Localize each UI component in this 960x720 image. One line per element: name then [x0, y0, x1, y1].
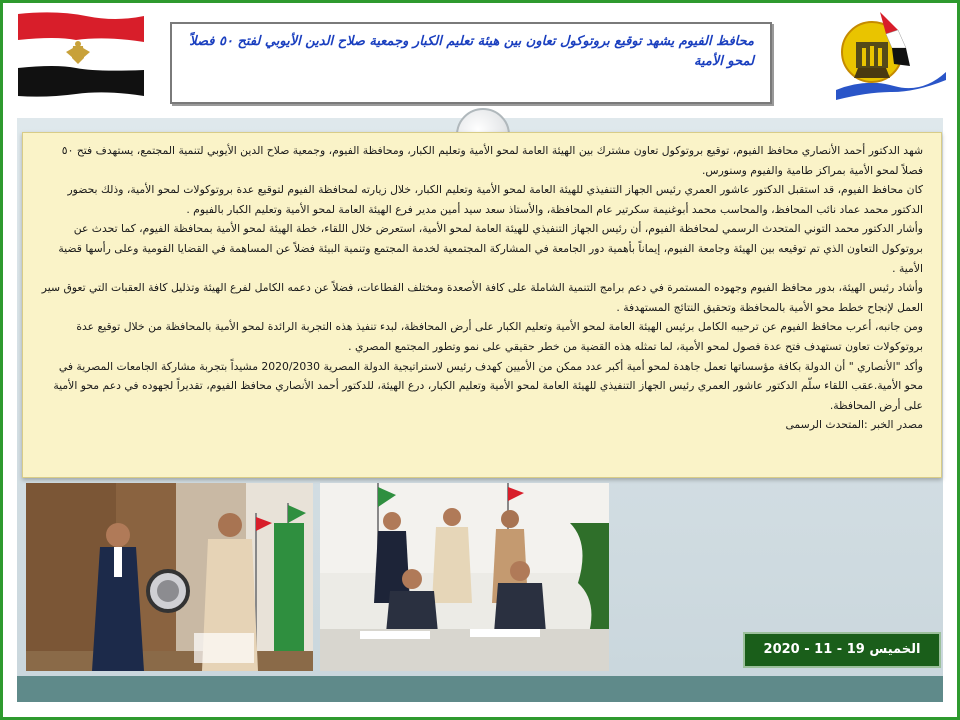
news-source: مصدر الخبر :المتحدث الرسمى [785, 418, 923, 432]
egypt-flag-image [16, 10, 146, 100]
article-paragraph: وأكد "الأنصاري " أن الدولة بكافة مؤسساتها تعمل جاهدة لمحو أمية أكبر عدد ممكن من الأميين كهدف رئيس لاستراتيجية الدولة المصرية 2020/2030 مشيداً بتجربة مشاركة الجامعات المصرية في محو الأمية.عقب اللقاء سلّم الدكتور عاشور العمري رئيس الجهاز التنفيذي للهيئة العامة لمحو الأمية وتعليم الكبار، درع الهيئة، للدكتور أحمد الأنصاري محافظ الفيوم، تقديراً لجهوده في دعم محو الأمية على أرض المحافظة. [53, 359, 923, 412]
article-paragraph: شهد الدكتور أحمد الأنصاري محافظ الفيوم، توقيع بروتوكول تعاون مشترك بين الهيئة العامة لمحو الأمية وتعليم الكبار، ومحافظة الفيوم، وجمعية صلاح الدين الأيوبي لتنمية المجتمع، يستهدف فتح ٥٠ فصلاً لمحو الأمية بمراكز طامية والفيوم وسنورس. [61, 144, 923, 177]
fayoum-governorate-logo [836, 8, 946, 100]
headline-title: محافظ الفيوم يشهد توقيع بروتوكول تعاون بين هيئة تعليم الكبار وجمعية صلاح الدين الأيوبي لفتح ٥٠ فصلاً لمحو الأمية [189, 34, 754, 69]
article-paragraph: ومن جانبه، أعرب محافظ الفيوم عن ترحيبه الكامل برئيس الهيئة العامة لمحو الأمية وتعليم الكبار على أرض المحافظة، لبدء تنفيذ هذه التجربة الرائدة لمحو الأمية بالمحافظة من خلال توقيع عدة بروتوكولات تعاون تستهدف فتح عدة فصول لمحو الأمية، لما تمثله هذه القضية من خطر حقيقي على نمو وتطور المجتمع المصري . [76, 320, 923, 353]
article-paragraph: كان محافظ الفيوم، قد استقبل الدكتور عاشور العمري رئيس الجهاز التنفيذي للهيئة العامة لمحو الأمية وتعليم الكبار، خلال زيارته لمحافظة الفيوم لتوقيع عدة بروتوكولات لمحو الأمية، وذلك بحضور الدكتور محمد عماد نائب المحافظ، والمحاسب محمد أبوغنيمة سكرتير عام المحافظة، والأستاذ سعد سيد أمين مدير فرع الهيئة العامة لمحو الأمية وتعليم الكبار بالفيوم . [67, 183, 923, 216]
footer-band [17, 676, 943, 702]
article-paragraph: وأشاد رئيس الهيئة، بدور محافظ الفيوم وجهوده المستمرة في دعم برامج التنمية الشاملة على كافة الأصعدة ومختلف القطاعات، فضلاً عن دعمه الكامل لفرع الهيئة وتذليل كافة العقبات التي تعوق سير العمل لإنجاح خطط محو الأمية بالمحافظة وتحقيق النتائج المستهدفة . [41, 281, 923, 314]
date-badge: الخميس 19 - 11 - 2020 [743, 632, 941, 668]
photo-protocol-signing [320, 483, 609, 671]
headline-box [170, 22, 772, 104]
photo-shield-presentation [26, 483, 313, 671]
article-paragraph: وأشار الدكتور محمد التوني المتحدث الرسمي لمحافظة الفيوم، أن رئيس الجهاز التنفيذي للهيئة العامة لمحو الأمية، استعرض خلال اللقاء، خطة الهيئة لمحو الأمية بمحافظة الفيوم، كما تحدث عن بروتوكول التعاون الذي تم توقيعه بين الهيئة وجامعة الفيوم، إيماناً بأهمية دور الجامعة في المشاركة المجتمعية لخدمة المجتمع وتنمية البيئة فضلاً عن المساهمة في القضايا القومية وعلى رأسها قضية الأمية . [58, 222, 923, 275]
article-body [22, 132, 942, 478]
